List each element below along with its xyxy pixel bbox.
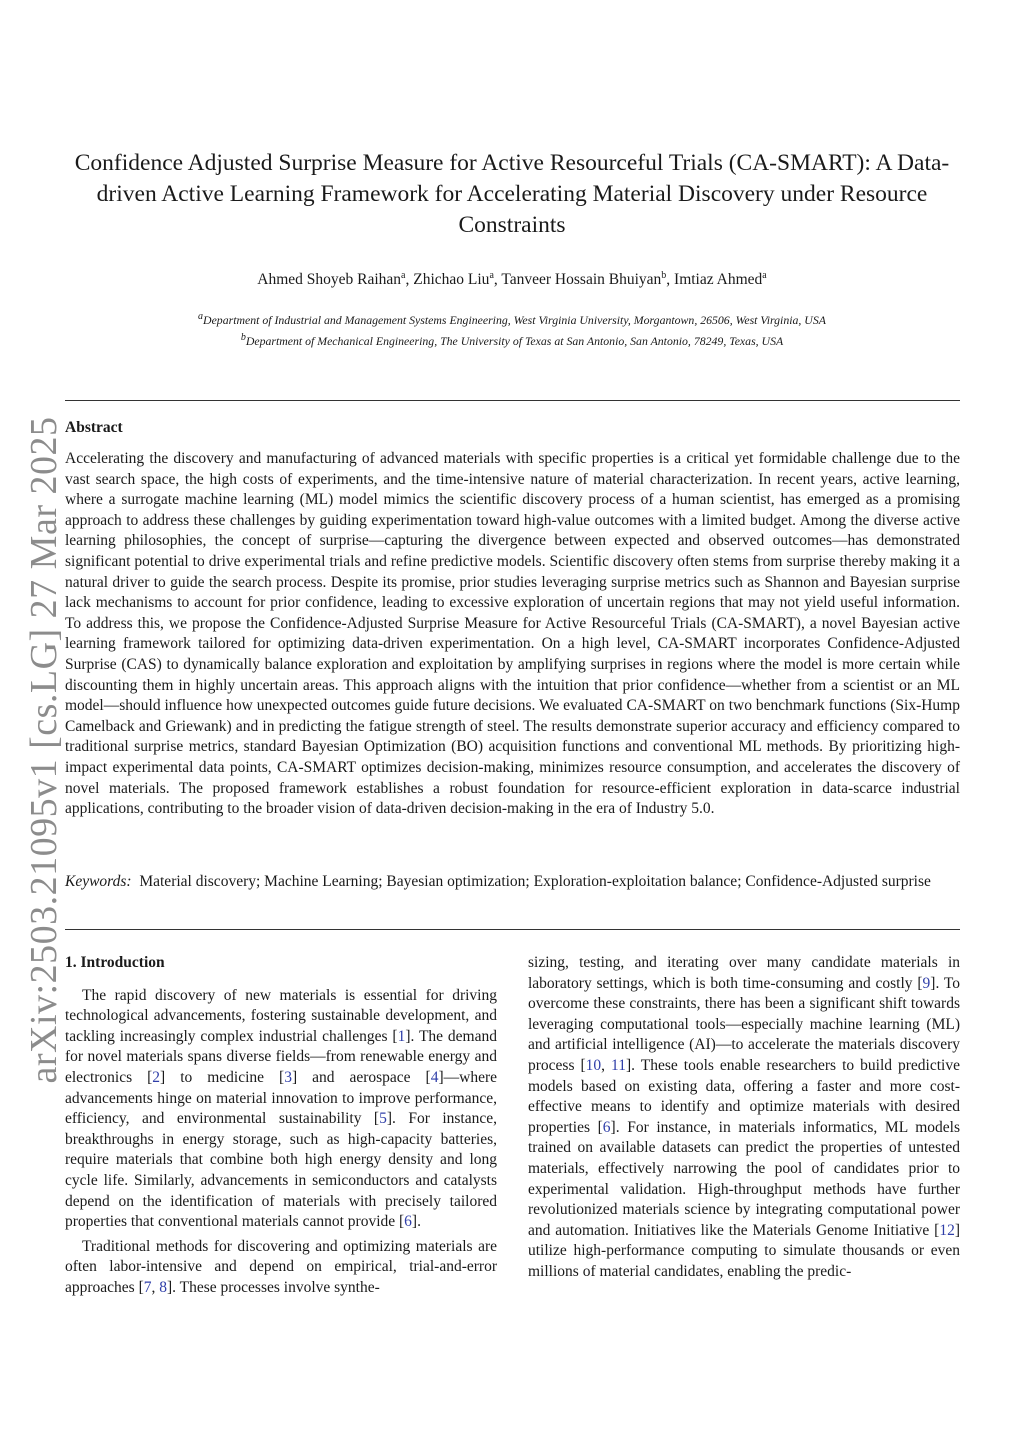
abstract-text: Accelerating the discovery and manufacturing of advanced materials with specific properties is a critical yet formidable challenge due to the vast search space, the high costs of experiments, and the time-intensive nature of material characterization. In recent years, active learning, where a surrogate machine learning (ML) model mimics the scientific discovery process of a human scientist, has emerged as a promising approach to address these challenges by guiding experimentation toward high-value outcomes with a limited budget. Among the diverse active learning philosophies, the concept of surprise—capturing the divergence between expected and observed outcomes—has demonstrated significant potential to drive experimental trials and refine predictive models. Scientific discovery often stems from surprise thereby making it a natural driver to guide the search process. Despite its promise, prior studies leveraging surprise metrics such as Shannon and Bayesian surprise lack mechanisms to account for prior confidence, leading to excessive exploration of uncertain regions that may not yield useful information. To address this, we propose the Confidence-Adjusted Surprise Measure for Active Resourceful Trials (CA-SMART), a novel Bayesian active learning framework tailored for optimizing data-driven experimentation. On a high level, CA-SMART incorporates Confidence-Adjusted Surprise (CAS) to dynamically balance exploration and exploitation by amplifying surprises in regions where the model is more certain while discounting them in highly uncertain areas. This approach aligns with the intuition that prior confidence—whether from a scientist or an ML model—should influence how unexpected outcomes guide future decisions. We evaluated CA-SMART on two benchmark functions (Six-Hump Camelback and Griewank) and in predicting the fatigue strength of steel. The results demonstrate superior accuracy and efficiency compared to traditional surprise metrics, standard Bayesian Optimization (BO) acquisition functions and conventional ML methods. By prioritizing high-impact experimental data points, CA-SMART optimizes decision-making, minimizes resource consumption, and accelerates the discovery of novel materials. The proposed framework establishes a robust foundation for resource-efficient exploration in data-scarce industrial applications, contributing to the broader vision of data-driven decision-making in the era of Industry 5.0. [65, 450, 960, 818]
citation-link[interactable]: 6 [602, 1118, 611, 1136]
abstract-heading: Abstract [65, 419, 123, 436]
paper-title: Confidence Adjusted Surprise Measure for Active Resourceful Trials (CA-SMART): A Data-driven Active Learning Framework for Accelerating Material Discovery under Resource Constraints [74, 150, 950, 238]
paragraph-text: , [151, 1278, 160, 1296]
author-affiliation-mark: a [762, 270, 767, 281]
paragraph-text: ]. [411, 1213, 421, 1231]
paragraph-text: ]. To overcome these constraints, there has been a significant shift towards leveraging computational tools—especially machine learning (ML) and artificial intelligence (AI)—to accelerate the materials discovery process [ [528, 974, 960, 1074]
paragraph-text: ] to medicine [ [160, 1068, 285, 1086]
author-name: Ahmed Shoyeb Raihan [257, 271, 402, 289]
affiliation-text: Department of Industrial and Management Systems Engineering, West Virginia University, Morgantown, 26506, West Virginia, USA [203, 312, 826, 327]
citation-link[interactable]: 8 [159, 1278, 167, 1296]
affiliation-line [70, 329, 954, 350]
author-affiliation-mark: b [661, 270, 667, 281]
affiliation-mark: a [198, 311, 204, 322]
affiliations [70, 308, 954, 350]
citation-link[interactable]: 7 [143, 1278, 152, 1296]
author-name: Tanveer Hossain Bhuiyan [501, 271, 662, 289]
citation-link[interactable]: 9 [922, 974, 931, 992]
author-list: Ahmed Shoyeb Raihan$^a$, Zhichao Liu$^a$, Tanveer Hossain Bhuiyan$^b$, Imtiaz Ahmed$^a$ [257, 270, 767, 289]
paragraph-text: ]. For instance, in materials informatics, ML models trained on available datasets can predict the properties of untested materials, effectively narrowing the pool of candidates prior to experimental validation. High-throughput methods have further revolutionized materials science by integrating computational power and automation. Initiatives like the Materials Genome Initiative [ [528, 1118, 960, 1239]
intro-paragraph-2-continued [528, 953, 960, 1283]
section-heading-introduction: 1. Introduction [65, 954, 165, 971]
paragraph-text: , [601, 1056, 612, 1074]
paragraph-text: Traditional methods for discovering and optimizing materials are often labor-intensive and depend on empirical, trial-and-error approaches [ [65, 1237, 497, 1296]
paragraph-text: ]. These processes involve synthe- [167, 1278, 380, 1296]
paragraph-text: ]—where advancements hinge on material innovation to improve performance, efficiency, and environmental sustainability [ [65, 1068, 497, 1128]
paragraph-text: ]. The demand for novel materials spans diverse fields—from renewable energy and electronics [ [65, 1027, 497, 1086]
right-column [528, 953, 960, 1287]
citation-link[interactable]: 5 [379, 1110, 387, 1128]
author-name: Zhichao Liu [413, 271, 490, 289]
intro-paragraph-1 [65, 986, 497, 1233]
paragraph-text: ]. These tools enable researchers to build predictive models based on existing data, offering a faster and more cost-effective means to identify and optimize materials with desired properties [ [528, 1056, 960, 1136]
keywords-text: Material discovery; Machine Learning; Bayesian optimization; Exploration-exploitation balance; Confidence-Adjusted surprise [139, 873, 931, 890]
citation-link[interactable]: 3 [284, 1068, 292, 1086]
paragraph-text: ] utilize high-performance computing to simulate thousands or even millions of material candidates, enabling the predic- [528, 1221, 960, 1280]
paragraph-text: ]. For instance, breakthroughs in energy storage, such as high-capacity batteries, require materials that combine both high energy density and long cycle life. Similarly, advancements in semiconductors and catalysts depend on the identification of materials with precisely tailored properties that conventional materials cannot provide [ [65, 1110, 497, 1231]
left-column [65, 953, 497, 1303]
author-affiliation-mark: a [489, 270, 494, 281]
keywords-label: Keywords: [65, 873, 132, 890]
citation-link[interactable]: 1 [397, 1027, 406, 1045]
abstract-top-rule [65, 400, 960, 401]
paragraph-text: sizing, testing, and iterating over many candidate materials in laboratory settings, which is both time-consuming and costly [ [528, 954, 960, 992]
abstract-bottom-rule [65, 929, 960, 930]
citation-link[interactable]: 2 [152, 1068, 161, 1086]
citation-link[interactable]: 11 [611, 1056, 626, 1074]
paragraph-text: ] and aerospace [ [291, 1068, 431, 1086]
author-affiliation-mark: a [401, 270, 406, 281]
paragraph-text: The rapid discovery of new materials is essential for driving technological advancements, fostering sustainable development, and tackling increasingly complex industrial challenges [ [65, 986, 497, 1045]
author-name: Imtiaz Ahmed [674, 271, 763, 289]
citation-link[interactable]: 6 [404, 1213, 412, 1231]
keywords [65, 872, 960, 893]
intro-paragraph-2 [65, 1237, 497, 1299]
affiliation-mark: b [240, 331, 246, 343]
citation-link[interactable]: 12 [939, 1221, 955, 1239]
arxiv-id-text: arXiv:2503.21095v1 [cs.LG] 27 Mar 2025 [23, 416, 65, 1084]
citation-link[interactable]: 10 [585, 1056, 602, 1074]
affiliation-text: Department of Mechanical Engineering, The University of Texas at San Antonio, San Antonio, 78249, Texas, USA [245, 333, 784, 348]
affiliation-line [70, 308, 954, 329]
citation-link[interactable]: 4 [430, 1068, 439, 1086]
